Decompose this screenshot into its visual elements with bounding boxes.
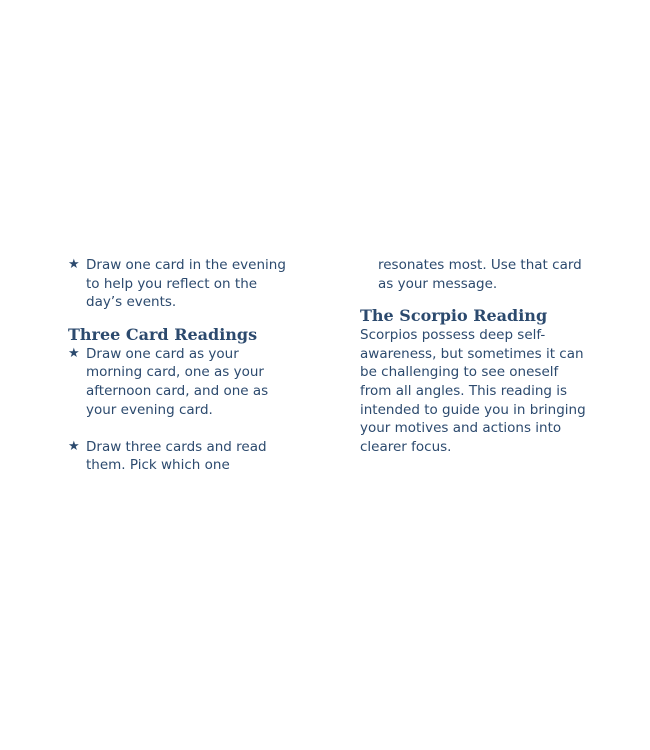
list-item-text: Draw one card in the evening to help you reflect on the day’s events. xyxy=(86,257,286,311)
list-item-text: Draw three cards and read them. Pick which one xyxy=(86,438,267,474)
section-heading-scorpio-reading: The Scorpio Reading xyxy=(360,306,548,326)
star-icon: ★ xyxy=(68,257,80,272)
star-icon: ★ xyxy=(68,438,80,454)
spacer xyxy=(68,419,298,438)
left-column xyxy=(68,256,298,475)
list-item-text: Draw one card as your morning card, one as your afternoon card, and one as your evening card. xyxy=(86,345,269,418)
right-column xyxy=(360,256,590,456)
list-item xyxy=(68,438,298,475)
scorpio-paragraph: Scorpios possess deep self- awareness, but sometimes it can be challenging to see oneself from all angles. This reading is intended to guide you in bringing your motives and actions into clearer focus. xyxy=(360,327,586,455)
star-icon: ★ xyxy=(68,345,80,361)
list-item xyxy=(68,256,298,312)
section-heading-three-card-readings: Three Card Readings xyxy=(68,324,258,344)
list-item-continuation: resonates most. Use that card as your message. xyxy=(378,257,582,292)
list-item xyxy=(68,345,298,419)
